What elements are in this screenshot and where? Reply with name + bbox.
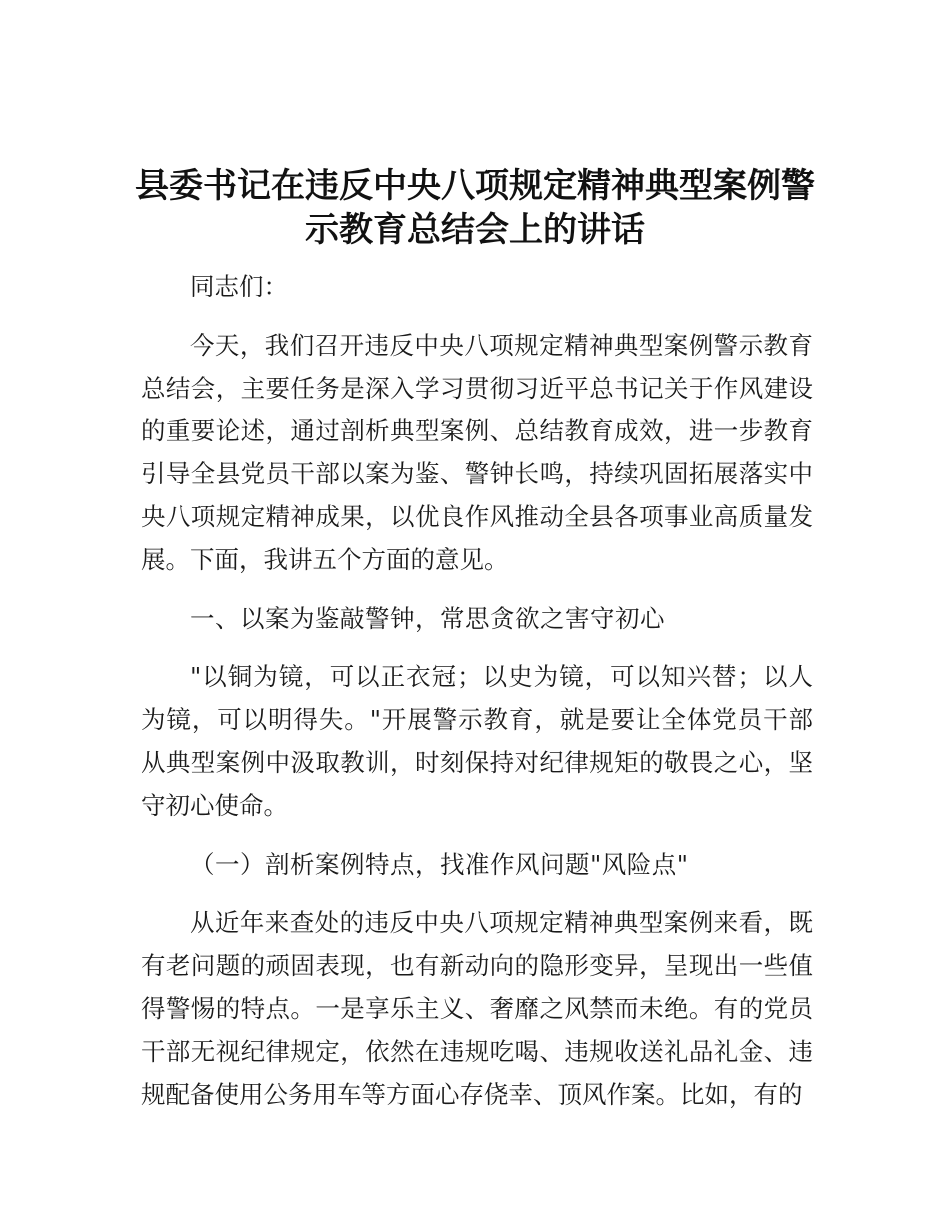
intro-paragraph: 今天，我们召开违反中央八项规定精神典型案例警示教育总结会，主要任务是深入学习贯彻习近平总书记关于作风建设的重要论述，通过剖析典型案例、总结教育成效，进一步教育引导全县党员干部以案为鉴、警钟长鸣，持续巩固拓展落实中央八项规定精神成果，以优良作风推动全县各项事业高质量发展。下面，我讲五个方面的意见。 — [141, 330, 813, 574]
salutation: 同志们： — [190, 272, 288, 301]
analysis-paragraph: 从近年来查处的违反中央八项规定精神典型案例来看，既有老问题的顽固表现，也有新动向的隐形变异，呈现出一些值得警惕的特点。一是享乐主义、奢靡之风禁而未绝。有的党员干部无视纪律规定，依然在违规吃喝、违规收送礼品礼金、违规配备使用公务用车等方面心存侥幸、顶风作案。比如，有的 — [141, 908, 813, 1109]
subsection-heading-1: （一）剖析案例特点，找准作风问题"风险点" — [190, 849, 689, 879]
document-body — [141, 266, 813, 1132]
title-line-1: 县委书记在违反中央八项规定精神典型案例警 — [135, 166, 815, 206]
quote-paragraph: "以铜为镜，可以正衣冠；以史为镜，可以知兴替；以人为镜，可以明得失。"开展警示教育，就是要让全体党员干部从典型案例中汲取教训，时刻保持对纪律规矩的敬畏之心，坚守初心使命。 — [141, 662, 813, 820]
title-line-2: 示教育总结会上的讲话 — [305, 210, 645, 250]
section-heading-1: 一、以案为鉴敲警钟，常思贪欲之害守初心 — [190, 603, 665, 633]
document-title — [100, 164, 850, 252]
